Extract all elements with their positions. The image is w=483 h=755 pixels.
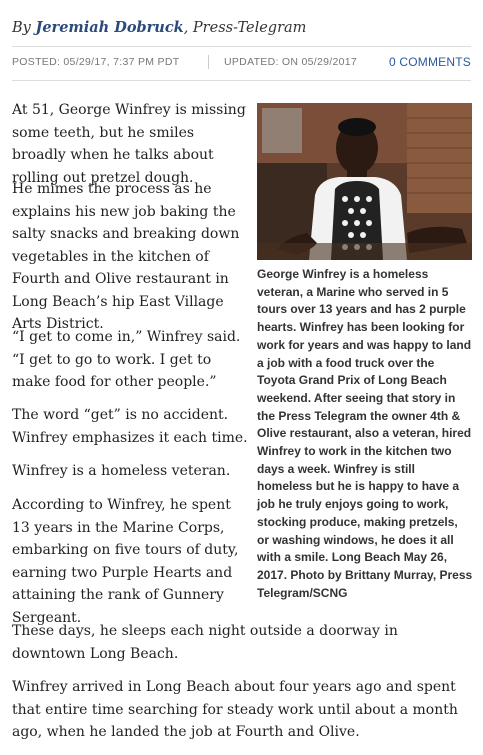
comments-link[interactable]: 0 COMMENTS [388,55,471,69]
photo-caption: George Winfrey is a homeless veteran, a Marine who served in 5 tours over 13 years and has 2 purple hearts. Winfrey has been looking for work for years and was happy to land a job with a food truck over the Toyota Grand Prix of Long Beach weekend. After seeing that story in the Press Telegram the owner 4th & Olive restaurant, also a veteran, hired Winfrey to work in the kitchen two days a week. Winfrey is still homeless but he is happy to have a job he truly enjoys going to work, stocking produce, making pretzels, or washing windows, he does it all with a smile. Long Beach May 26, 2017. Photo by Brittany Murray, Press Telegram/SCNG [257,267,473,600]
posted-date: POSTED: 05/29/17, 7:37 PM PDT [12,56,180,68]
article-photo[interactable] [257,103,472,260]
article-meta [12,56,471,72]
article-paragraph: These days, he sleeps each night outside a doorway in downtown Long Beach. [12,623,398,662]
article-paragraph: He mimes the process as he explains his new job baking the salty snacks and breaking down vegetables in the kitchen of Fourth and Olive restaurant in Long Beach’s hip East Village Arts District. [12,181,240,332]
article-paragraph: The word “get” is no accident. Winfrey emphasizes it each time. [12,407,248,446]
meta-separator [208,55,209,69]
article-paragraph: At 51, George Winfrey is missing some teeth, but he smiles broadly when he talks about rolling out pretzel dough. [12,102,246,186]
article-paragraph: “I get to come in,” Winfrey said. “I get to go to work. I get to make food for other people.” [12,329,241,390]
photo-illustration [257,103,472,260]
meta-divider-bottom [12,80,471,81]
author-link[interactable]: Jeremiah Dobruck [35,19,184,36]
article-byline [12,19,306,36]
article-paragraph: Winfrey arrived in Long Beach about four years ago and spent that entire time searching for steady work until about a month ago, when he landed the job at Fourth and Olive. [12,679,458,740]
byline-prefix: By [12,20,31,36]
updated-date: UPDATED: ON 05/29/2017 [224,56,358,68]
meta-divider-top [12,46,471,47]
article-paragraph: According to Winfrey, he spent 13 years in the Marine Corps, embarking on five tours of duty, earning two Purple Hearts and attaining the rank of Gunnery Sergeant. [12,497,239,626]
byline-outlet: , Press-Telegram [183,20,307,36]
article-paragraph: Winfrey is a homeless veteran. [12,463,231,479]
